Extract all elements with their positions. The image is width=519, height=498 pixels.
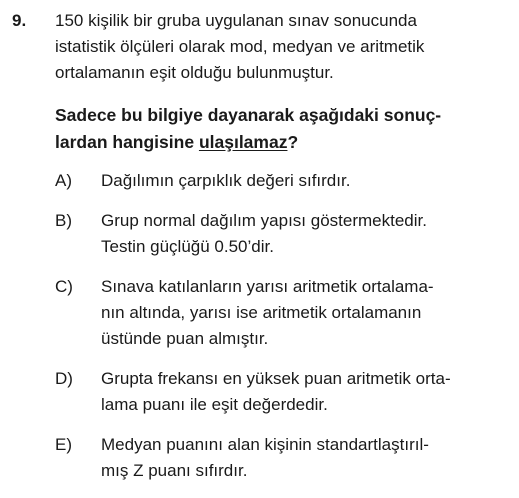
option-text: Dağılımın çarpıklık değeri sıfırdır.	[101, 171, 351, 190]
question-prompt	[55, 102, 510, 156]
option-text: Sınava katılanların yarısı aritmetik ortalama- nın altında, yarısı ise aritmetik ortalamanın üstünde puan almıştır.	[101, 277, 434, 348]
option-letter: A)	[55, 171, 72, 190]
question-body	[55, 8, 510, 498]
option-letter: B)	[55, 211, 72, 230]
answer-options	[55, 168, 510, 484]
question-stem: 150 kişilik bir gruba uygulanan sınav sonucunda istatistik ölçüleri olarak mod, medyan ve aritmetik ortalamanın eşit olduğu bulunmuştur.	[55, 11, 425, 82]
prompt-question-mark: ?	[287, 132, 299, 152]
option-text: Grupta frekansı en yüksek puan aritmetik orta- lama puanı ile eşit değerdedir.	[101, 369, 451, 414]
option-c[interactable]	[55, 274, 510, 352]
option-letter: E)	[55, 435, 72, 454]
option-a[interactable]	[55, 168, 510, 194]
option-b[interactable]	[55, 208, 510, 260]
question-number: 9.	[12, 11, 27, 30]
option-text: Grup normal dağılım yapısı göstermektedir. Testin güçlüğü 0.50’dir.	[101, 211, 427, 256]
option-letter: C)	[55, 277, 73, 296]
option-d[interactable]	[55, 366, 510, 418]
prompt-emphasis: ulaşılamaz	[198, 132, 288, 152]
option-letter: D)	[55, 369, 73, 388]
option-text: Medyan puanını alan kişinin standartlaştırıl- mış Z puanı sıfırdır.	[101, 435, 429, 480]
option-e[interactable]	[55, 432, 510, 484]
prompt-text: Sadece bu bilgiye dayanarak aşağıdaki sonuç- lardan hangisine	[55, 105, 442, 152]
